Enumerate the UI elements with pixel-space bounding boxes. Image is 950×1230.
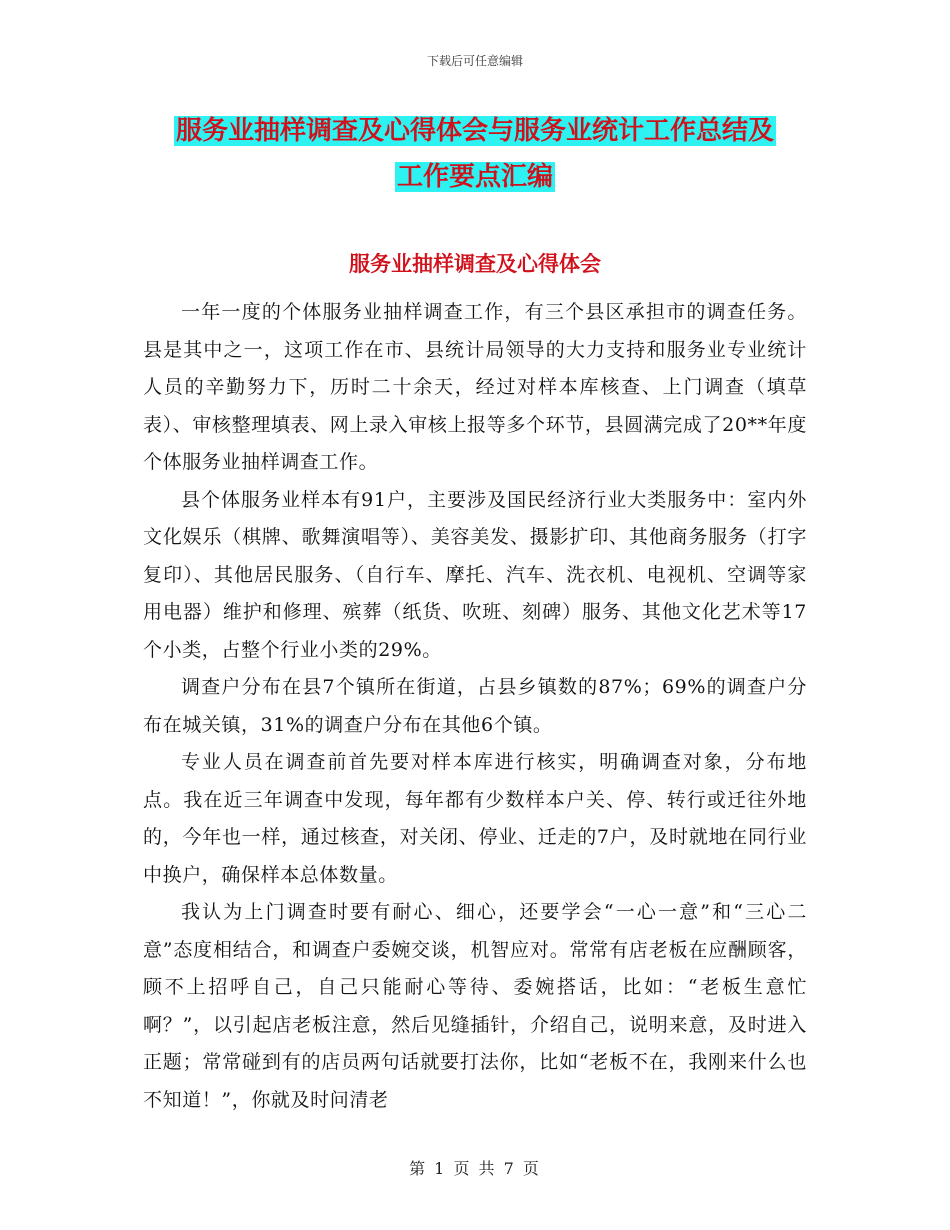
paragraph: 我认为上门调查时要有耐心、细心，还要学会“一心一意”和“三心二意”态度相结合，和调查户委婉交谈，机智应对。常常有店老板在应酬顾客，顾不上招呼自己，自己只能耐心等待、委婉搭话，比如：“老板生意忙啊？”，以引起店老板注意，然后见缝插针，介绍自己，说明来意，及时进入正题；常常碰到有的店员两句话就要打法你，比如“老板不在，我刚来什么也不知道！”，你就及时问清老 xyxy=(143,901,807,1111)
title-line-1: 服务业抽样调查及心得体会与服务业统计工作总结及 xyxy=(175,116,774,146)
paragraph: 县个体服务业样本有91户，主要涉及国民经济行业大类服务中：室内外文化娱乐（棋牌、歌舞演唱等）、美容美发、摄影扩印、其他商务服务（打字复印）、其他居民服务、（自行车、摩托、汽车、洗衣机、电视机、空调等家用电器）维护和修理、殡葬（纸货、吹班、刻碑）服务、其他文化艺术等17个小类，占整个行业小类的29%。 xyxy=(143,488,807,661)
paragraph: 专业人员在调查前首先要对样本库进行核实，明确调查对象，分布地点。我在近三年调查中发现，每年都有少数样本户关、停、转行或迁往外地的，今年也一样，通过核查，对关闭、停业、迁走的7户，及时就地在同行业中换户，确保样本总体数量。 xyxy=(143,751,807,886)
page-number-footer: 第 1 页 共 7 页 xyxy=(409,1159,541,1178)
body-text xyxy=(143,294,807,1119)
document-title xyxy=(140,108,810,200)
header-note: 下载后可任意编辑 xyxy=(426,54,523,68)
paragraph: 一年一度的个体服务业抽样调查工作，有三个县区承担市的调查任务。县是其中之一，这项工作在市、县统计局领导的大力支持和服务业专业统计人员的辛勤努力下，历时二十余天，经过对样本库核查、上门调查（填草表）、审核整理填表、网上录入审核上报等多个环节，县圆满完成了20**年度个体服务业抽样调查工作。 xyxy=(143,301,807,473)
section-title: 服务业抽样调查及心得体会 xyxy=(349,252,601,276)
title-line-2: 工作要点汇编 xyxy=(396,162,553,192)
paragraph: 调查户分布在县7个镇所在街道，占县乡镇数的87%；69%的调查户分布在城关镇，31%的调查户分布在其他6个镇。 xyxy=(143,676,807,736)
